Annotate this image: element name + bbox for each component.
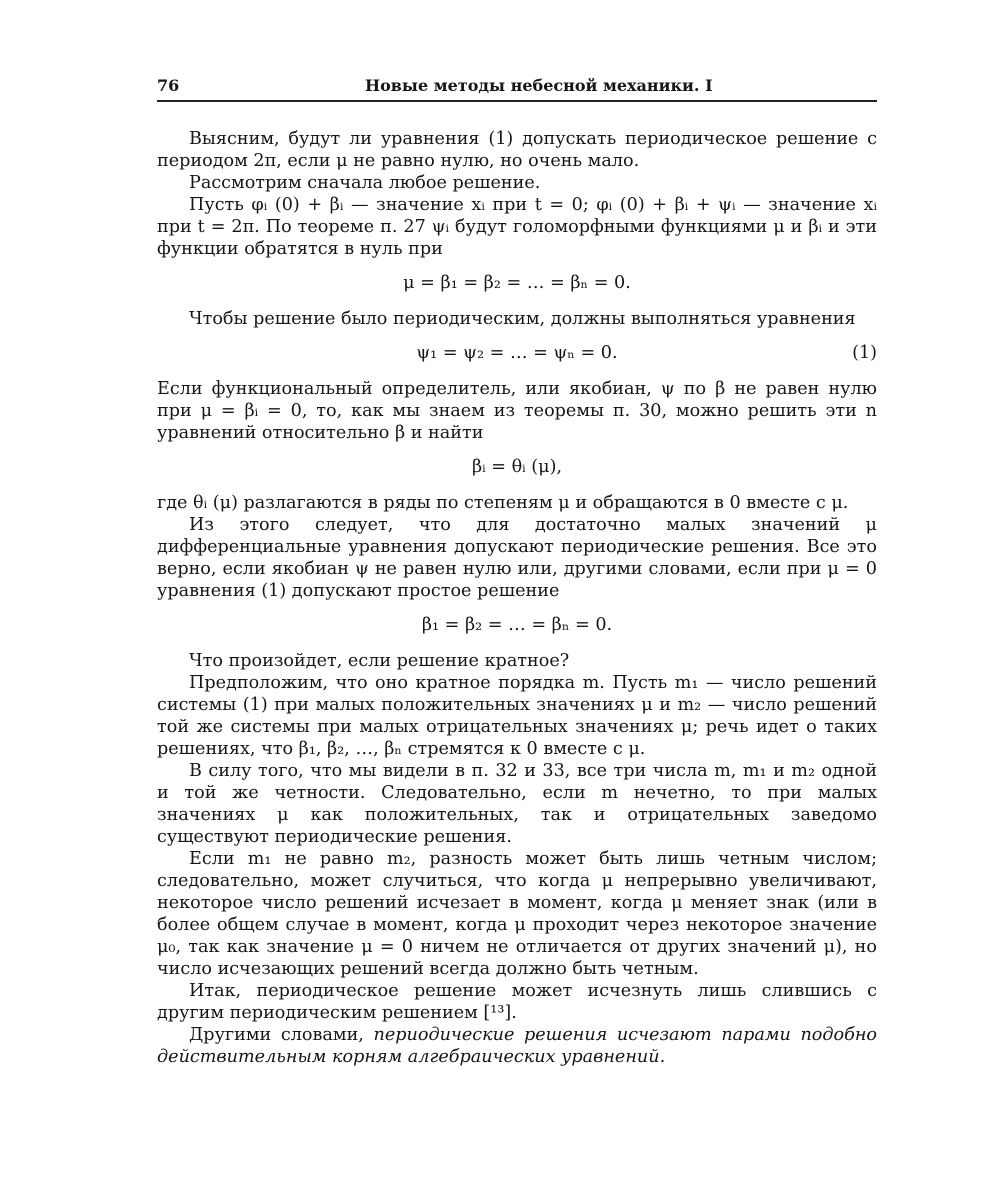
paragraph: Из этого следует, что для достаточно малых значений μ дифференциальные уравнения допускают периодические решения. Все это верно, если якобиан ψ не равен нулю или, другими словами, если при μ = 0 уравнения (1) допускают простое решение: [157, 515, 877, 601]
running-header: [157, 76, 877, 100]
paragraph: где θᵢ (μ) разлагаются в ряды по степеням μ и обращаются в 0 вместе с μ.: [157, 493, 849, 513]
paragraph: Выясним, будут ли уравнения (1) допускать периодическое решение с периодом 2π, если μ не равно нулю, но очень мало.: [157, 129, 877, 171]
page-number: 76: [157, 76, 180, 95]
conclusion-italic-2: подобно действительным корням алгебраических уравнений.: [157, 1025, 878, 1067]
conclusion-italic-1: периодические решения исчезают: [373, 1025, 712, 1045]
equation-body: ψ₁ = ψ₂ = … = ψₙ = 0.: [416, 343, 618, 363]
concluding-paragraph: [157, 1024, 877, 1068]
paragraph: Предположим, что оно кратное порядка m. Пусть m₁ — число решений системы (1) при малых положительных значениях μ и m₂ — число решений той же системы при малых отрицательных значениях μ; речь идет о таких решениях, что β₁, β₂, …, βₙ стремятся к 0 вместе с μ.: [157, 673, 877, 759]
paragraph: Если функциональный определитель, или якобиан, ψ по β не равен нулю при μ = βᵢ = 0, то, как мы знаем из теоремы п. 30, можно решить эти n уравнений относительно β и найти: [157, 379, 877, 443]
conclusion-bold: парами: [721, 1025, 791, 1045]
equation: μ = β₁ = β₂ = … = βₙ = 0.: [403, 273, 631, 293]
paragraph: Рассмотрим сначала любое решение.: [189, 173, 541, 193]
paragraph: Итак, периодическое решение может исчезнуть лишь слившись с другим периодическим решением [¹³].: [157, 981, 877, 1023]
page-body: [157, 128, 877, 1068]
paragraph: Что произойдет, если решение кратное?: [189, 651, 570, 671]
paragraph: Если m₁ не равно m₂, разность может быть лишь четным числом; следовательно, может случиться, что когда μ непрерывно увеличивают, некоторое число решений исчезает в момент, когда μ меняет знак (или в более общем случае в момент, когда μ проходит через некоторое значение μ₀, так как значение μ = 0 ничем не отличается от других значений μ), но число исчезающих решений всегда должно быть четным.: [157, 849, 877, 979]
header-rule: [157, 100, 877, 102]
running-title: Новые методы небесной механики. I: [365, 76, 713, 95]
equation-1: [157, 342, 877, 364]
paragraph: Пусть φᵢ (0) + βᵢ — значение xᵢ при t = 0; φᵢ (0) + βᵢ + ψᵢ — значение xᵢ при t = 2π. По теореме п. 27 ψᵢ будут голоморфными функциями μ и βᵢ и эти функции обратятся в нуль при: [157, 195, 877, 259]
conclusion-lead: Другими словами,: [189, 1025, 364, 1045]
equation: βᵢ = θᵢ (μ),: [471, 457, 563, 477]
paragraph: В силу того, что мы видели в п. 32 и 33, все три числа m, m₁ и m₂ одной и той же четности. Следовательно, если m нечетно, то при малых значениях μ как положительных, так и отрицательных заведомо существуют периодические решения.: [157, 761, 877, 847]
equation: β₁ = β₂ = … = βₙ = 0.: [421, 615, 613, 635]
equation-number: (1): [852, 343, 877, 363]
paragraph: Чтобы решение было периодическим, должны выполняться уравнения: [189, 309, 856, 329]
